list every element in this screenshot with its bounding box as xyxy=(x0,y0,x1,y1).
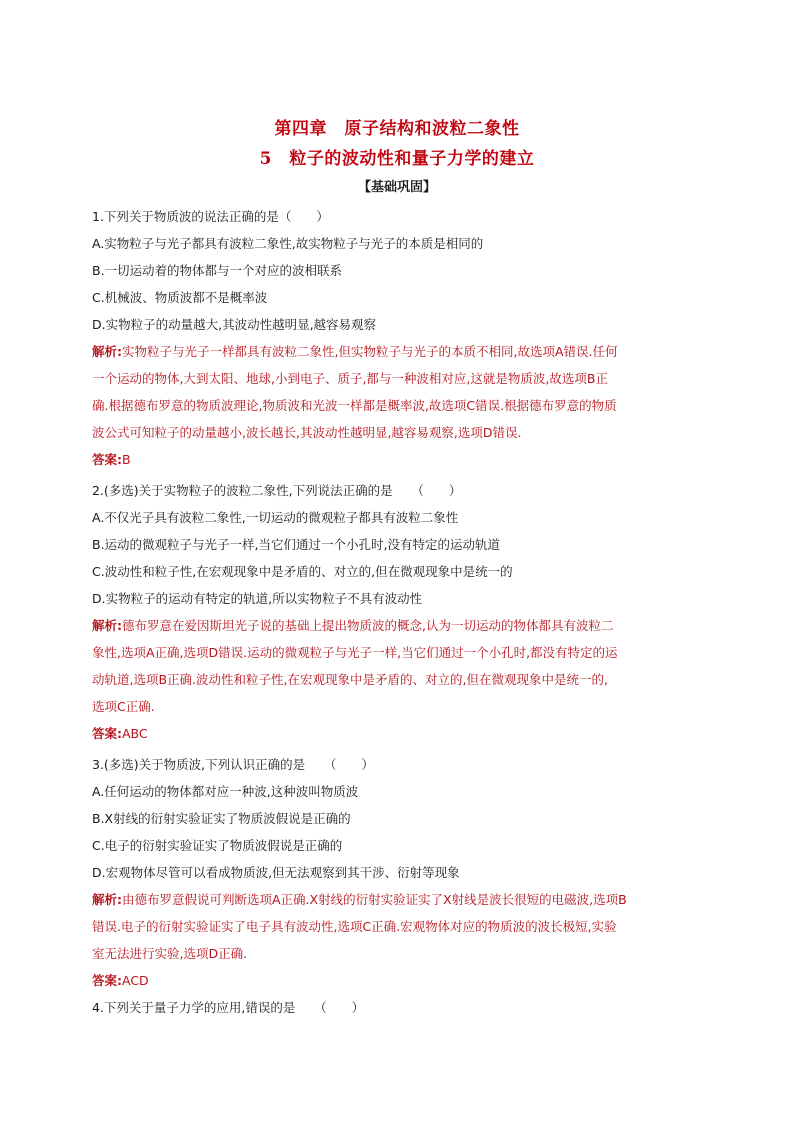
q2-option-b: B.运动的微观粒子与光子一样,当它们通过一个小孔时,没有特定的运动轨道 xyxy=(92,537,500,552)
q1-analysis-line-2: 一个运动的物体,大到太阳、地球,小到电子、质子,都与一种波相对应,这就是物质波,故选项B正 xyxy=(92,371,608,386)
q2-answer xyxy=(92,726,704,742)
q2-option-a: A.不仅光子具有波粒二象性,一切运动的微观粒子都具有波粒二象性 xyxy=(92,510,459,525)
q3-option-a: A.任何运动的物体都对应一种波,这种波叫物质波 xyxy=(92,784,359,799)
section-title: 5 粒子的波动性和量子力学的建立 xyxy=(259,149,535,169)
q3-analysis-line-2: 错误.电子的衍射实验证实了电子具有波动性,选项C正确.宏观物体对应的物质波的波长极短,实验 xyxy=(92,919,617,934)
q3-option-c: C.电子的衍射实验证实了物质波假说是正确的 xyxy=(92,838,343,853)
q2-option-d: D.实物粒子的运动有特定的轨道,所以实物粒子不具有波动性 xyxy=(92,591,423,606)
q1-option-a: A.实物粒子与光子都具有波粒二象性,故实物粒子与光子的本质是相同的 xyxy=(92,236,484,251)
q1-option-d: D.实物粒子的动量越大,其波动性越明显,越容易观察 xyxy=(92,317,377,332)
q2-analysis-line-2: 象性,选项A正确,选项D错误.运动的微观粒子与光子一样,当它们通过一个小孔时,都没有特定的运 xyxy=(92,645,618,660)
q1-option-c: C.机械波、物质波都不是概率波 xyxy=(92,290,268,305)
q1-answer-value: B xyxy=(122,452,131,467)
q3-answer-label: 答案: xyxy=(92,973,122,988)
q1-answer xyxy=(92,452,704,468)
q2-answer-label: 答案: xyxy=(92,726,122,741)
q1-answer-label: 答案: xyxy=(92,452,122,467)
q3-analysis-line-1: 解析:由德布罗意假说可判断选项A正确.X射线的衍射实验证实了X射线是波长很短的电磁波,选项B xyxy=(92,892,627,907)
q3-option-b: B.X射线的衍射实验证实了物质波假说是正确的 xyxy=(92,811,351,826)
q2-analysis-line-3: 动轨道,选项B正确.波动性和粒子性,在宏观现象中是矛盾的、对立的,但在微观现象中是统一的, xyxy=(92,672,608,687)
q3-answer xyxy=(92,973,704,989)
q3-stem: 3.(多选)关于物质波,下列认识正确的是 （ ） xyxy=(92,757,374,772)
q2-answer-value: ABC xyxy=(122,726,148,741)
q1-stem: 1.下列关于物质波的说法正确的是（ ） xyxy=(92,209,329,224)
q1-analysis-line-3: 确.根据德布罗意的物质波理论,物质波和光波一样都是概率波,故选项C错误.根据德布罗意的物质 xyxy=(92,398,617,413)
q3-analysis-label: 解析: xyxy=(92,892,122,907)
q1-option-b: B.一切运动着的物体都与一个对应的波相联系 xyxy=(92,263,343,278)
q1-analysis-line-4: 波公式可知粒子的动量越小,波长越长,其波动性越明显,越容易观察,选项D错误. xyxy=(92,425,522,440)
q4-stem: 4.下列关于量子力学的应用,错误的是 （ ） xyxy=(92,1000,365,1015)
q2-option-c: C.波动性和粒子性,在宏观现象中是矛盾的、对立的,但在微观现象中是统一的 xyxy=(92,564,513,579)
section-tag: 【基础巩固】 xyxy=(357,180,436,195)
chapter-title: 第四章 原子结构和波粒二象性 xyxy=(274,119,520,139)
q2-analysis-line-4: 选项C正确. xyxy=(92,699,155,714)
q3-answer-value: ACD xyxy=(122,973,149,988)
q2-analysis-label: 解析: xyxy=(92,618,122,633)
q2-analysis-line-1: 解析:德布罗意在爱因斯坦光子说的基础上提出物质波的概念,认为一切运动的物体都具有波粒二 xyxy=(92,618,614,633)
q1-analysis-label: 解析: xyxy=(92,344,122,359)
q3-analysis-line-3: 室无法进行实验,选项D正确. xyxy=(92,946,248,961)
q2-stem: 2.(多选)关于实物粒子的波粒二象性,下列说法正确的是 （ ） xyxy=(92,483,462,498)
q1-analysis-line-1: 解析:实物粒子与光子一样都具有波粒二象性,但实物粒子与光子的本质不相同,故选项A错误.任何 xyxy=(92,344,618,359)
q3-option-d: D.宏观物体尽管可以看成物质波,但无法观察到其干涉、衍射等现象 xyxy=(92,865,460,880)
